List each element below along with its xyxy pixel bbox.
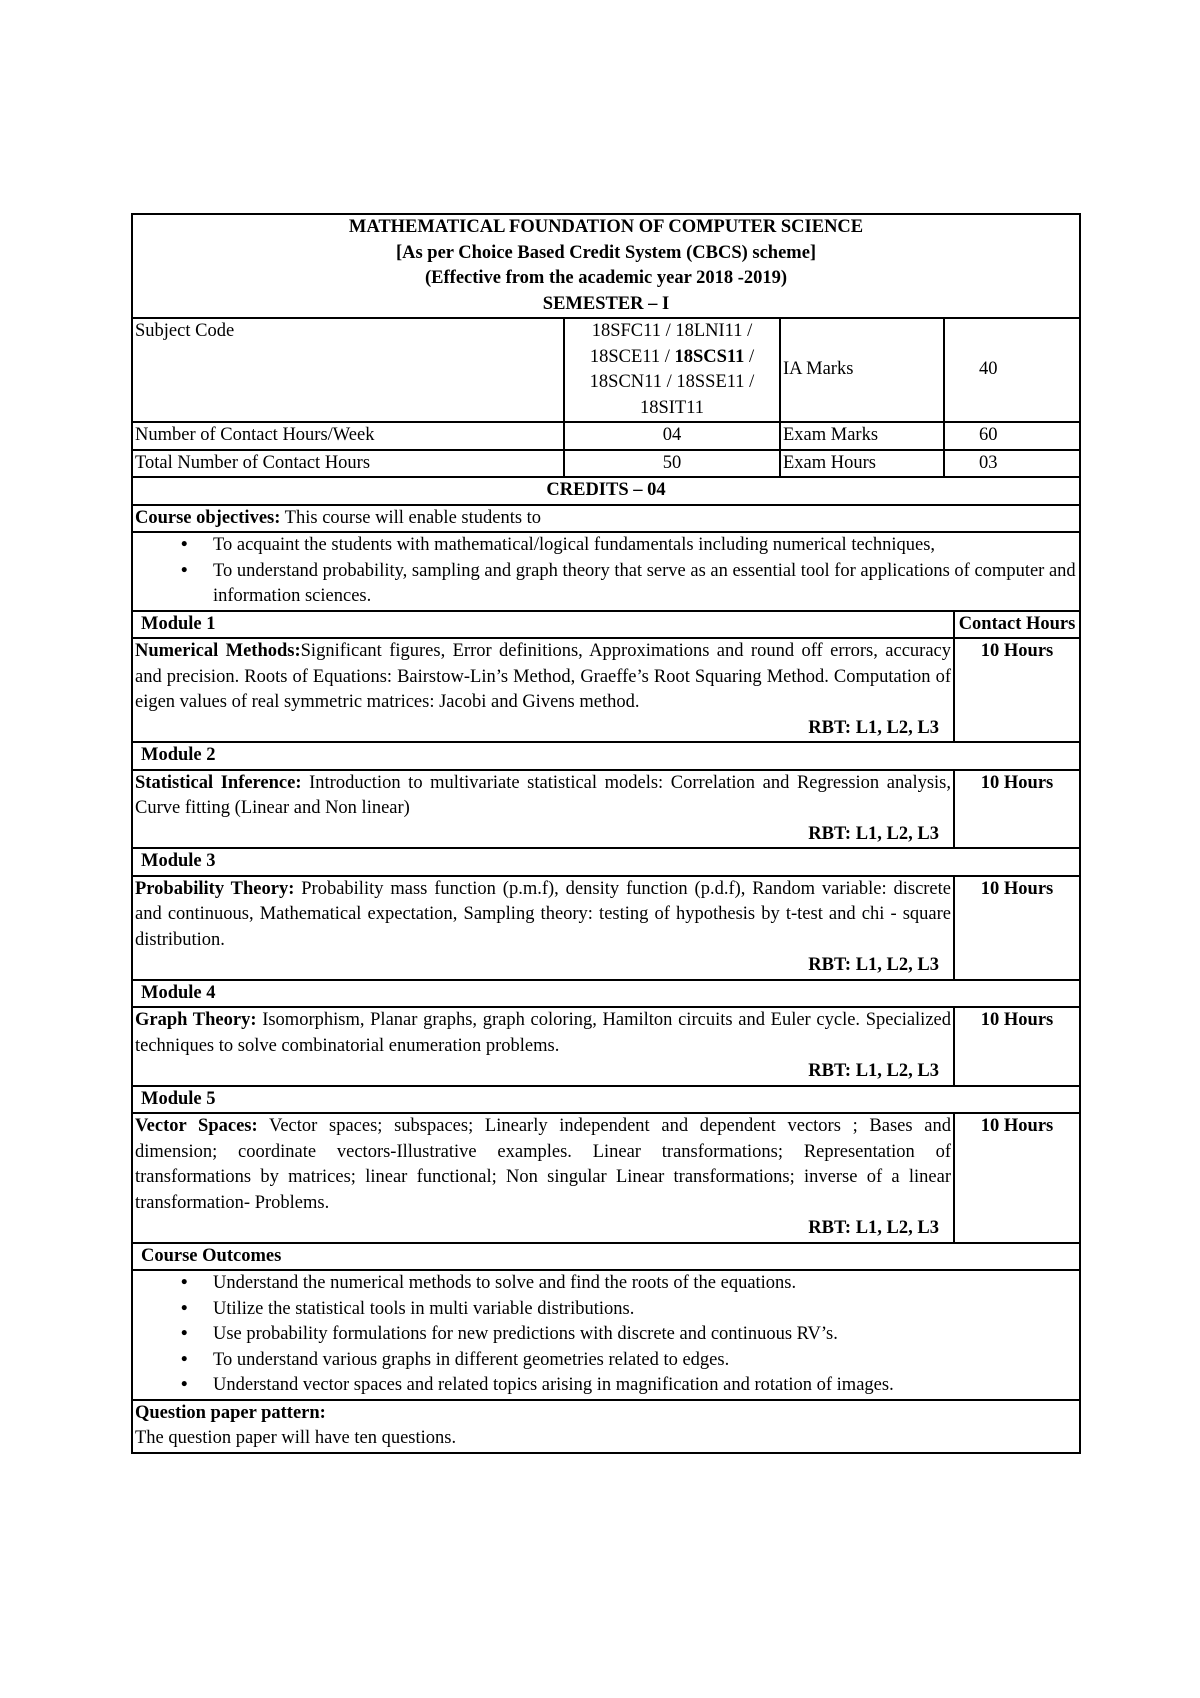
module-3-rbt: RBT: L1, L2, L3 bbox=[808, 955, 939, 975]
module-4-text: Isomorphism, Planar graphs, graph coloring, Hamilton circuits and Euler cycle. Specialized techniques to solve combinatorial enumeration problems. bbox=[135, 1010, 951, 1056]
module-1-title: Module 1 bbox=[132, 611, 954, 639]
credits-row bbox=[132, 477, 1080, 505]
module-3-content bbox=[132, 876, 954, 980]
outcomes-label: Course Outcomes bbox=[132, 1243, 1080, 1271]
list-item: • To acquaint the students with mathematical/logical fundamentals including numerical techniques, bbox=[213, 533, 1077, 559]
question-paper-label: Question paper pattern: bbox=[135, 1402, 326, 1423]
header-cell bbox=[132, 214, 1080, 318]
header-row bbox=[132, 214, 1080, 318]
total-contact-hours-label: Total Number of Contact Hours bbox=[132, 450, 564, 478]
ia-marks-value: 40 bbox=[944, 318, 1080, 422]
list-item: • To understand various graphs in different geometries related to edges. bbox=[213, 1348, 1077, 1374]
module-3-hours: 10 Hours bbox=[954, 876, 1080, 980]
subject-code-label: Subject Code bbox=[132, 318, 564, 422]
module-4-topic: Graph Theory: bbox=[135, 1010, 257, 1030]
module-5-rbt: RBT: L1, L2, L3 bbox=[808, 1218, 939, 1238]
module-1-content bbox=[132, 638, 954, 742]
contact-hours-heading: Contact Hours bbox=[954, 611, 1080, 639]
list-item: • Understand the numerical methods to solve and find the roots of the equations. bbox=[213, 1271, 1077, 1297]
module-1-header-row bbox=[132, 611, 1080, 639]
objectives-label-cell bbox=[132, 505, 1080, 533]
module-2-text: Introduction to multivariate statistical models: Correlation and Regression analysis, Curve fitting (Linear and Non linear) bbox=[135, 772, 951, 818]
module-5-header-row bbox=[132, 1086, 1080, 1114]
course-title: MATHEMATICAL FOUNDATION OF COMPUTER SCIENCE bbox=[348, 217, 864, 237]
module-4-rbt: RBT: L1, L2, L3 bbox=[808, 1061, 939, 1081]
list-item: • To understand probability, sampling and graph theory that serve as an essential tool for applications of computer and information sciences. bbox=[213, 559, 1077, 610]
objectives-label-row bbox=[132, 505, 1080, 533]
exam-hours-label: Exam Hours bbox=[780, 450, 944, 478]
contact-hours-week-label: Number of Contact Hours/Week bbox=[132, 422, 564, 450]
module-3-description bbox=[135, 877, 951, 954]
subject-code-value bbox=[564, 318, 780, 422]
question-paper-text: The question paper will have ten questions. bbox=[135, 1428, 457, 1448]
subject-code-bold: 18SCS11 bbox=[674, 346, 745, 367]
module-2-hours: 10 Hours bbox=[954, 770, 1080, 849]
module-2-description bbox=[135, 771, 951, 822]
module-3-title: Module 3 bbox=[132, 848, 1080, 876]
module-1-text: Significant figures, Error definitions, Approximations and round off errors, accuracy and precision. Roots of Equations: Bairstow-Lin’s Method, Graeffe’s Root Squaring Method. Computation of eigen values of real symmetric matrices: Jacobi and Givens method. bbox=[135, 641, 951, 712]
module-5-title: Module 5 bbox=[132, 1086, 1080, 1114]
question-paper-cell bbox=[132, 1400, 1080, 1453]
ia-marks-label: IA Marks bbox=[780, 318, 944, 422]
semester-line: SEMESTER – I bbox=[542, 293, 670, 314]
list-item: • Understand vector spaces and related topics arising in magnification and rotation of images. bbox=[213, 1373, 1077, 1399]
outcomes-label-row bbox=[132, 1243, 1080, 1271]
module-5-topic: Vector Spaces: bbox=[135, 1116, 258, 1136]
question-paper-row bbox=[132, 1400, 1080, 1453]
module-4-title: Module 4 bbox=[132, 980, 1080, 1008]
subject-code-row bbox=[132, 318, 1080, 422]
outcomes-list bbox=[135, 1271, 1077, 1399]
module-3-topic: Probability Theory: bbox=[135, 878, 295, 899]
module-2-content bbox=[132, 770, 954, 849]
module-4-hours: 10 Hours bbox=[954, 1007, 1080, 1086]
module-4-content-row bbox=[132, 1007, 1080, 1086]
syllabus-table bbox=[131, 213, 1081, 1454]
total-contact-hours-row bbox=[132, 450, 1080, 478]
module-1-description bbox=[135, 639, 951, 716]
module-5-content-row bbox=[132, 1113, 1080, 1243]
module-1-rbt: RBT: L1, L2, L3 bbox=[808, 717, 939, 738]
module-5-content bbox=[132, 1113, 954, 1243]
module-5-description bbox=[135, 1114, 951, 1216]
module-3-content-row bbox=[132, 876, 1080, 980]
objectives-intro: This course will enable students to bbox=[280, 507, 542, 528]
objectives-list-cell bbox=[132, 532, 1080, 611]
credits-cell: CREDITS – 04 bbox=[132, 477, 1080, 505]
subject-code-text-2: / 18SCN11 / 18SSE11 / 18SIT11 bbox=[589, 346, 755, 418]
module-2-rbt: RBT: L1, L2, L3 bbox=[808, 823, 939, 844]
module-4-description bbox=[135, 1008, 951, 1059]
module-2-header-row bbox=[132, 742, 1080, 770]
module-2-title: Module 2 bbox=[132, 742, 1080, 770]
objectives-list bbox=[135, 533, 1077, 610]
effective-line: (Effective from the academic year 2018 -2019) bbox=[425, 268, 788, 288]
module-1-topic: Numerical Methods: bbox=[135, 641, 301, 661]
outcomes-list-cell bbox=[132, 1270, 1080, 1400]
subject-code-text-1: 18SFC11 / 18LNI11 / 18SCE11 / bbox=[589, 321, 753, 367]
list-item: • Utilize the statistical tools in multi variable distributions. bbox=[213, 1297, 1077, 1323]
total-contact-hours-value: 50 bbox=[564, 450, 780, 478]
module-2-topic: Statistical Inference: bbox=[135, 772, 302, 793]
objectives-list-row bbox=[132, 532, 1080, 611]
outcomes-list-row bbox=[132, 1270, 1080, 1400]
module-1-content-row bbox=[132, 638, 1080, 742]
module-1-hours: 10 Hours bbox=[954, 638, 1080, 742]
module-5-text: Vector spaces; subspaces; Linearly independent and dependent vectors ; Bases and dimension; coordinate vectors-Illustrative examples. Linear transformations; Representation of transformations by matrices; linear functional; Non singular Linear transformations; inverse of a linear transformation- Problems. bbox=[135, 1116, 951, 1213]
module-5-hours: 10 Hours bbox=[954, 1113, 1080, 1243]
module-3-text: Probability mass function (p.m.f), density function (p.d.f), Random variable: discrete and continuous, Mathematical expectation, Sampling theory: testing of hypothesis by t-test and chi - square distribution. bbox=[135, 878, 951, 950]
contact-hours-week-row bbox=[132, 422, 1080, 450]
objectives-label: Course objectives: bbox=[135, 507, 281, 528]
contact-hours-week-value: 04 bbox=[564, 422, 780, 450]
module-4-header-row bbox=[132, 980, 1080, 1008]
scheme-line: [As per Choice Based Credit System (CBCS) scheme] bbox=[395, 242, 817, 263]
exam-hours-value: 03 bbox=[944, 450, 1080, 478]
module-2-content-row bbox=[132, 770, 1080, 849]
module-3-header-row bbox=[132, 848, 1080, 876]
module-4-content bbox=[132, 1007, 954, 1086]
exam-marks-label: Exam Marks bbox=[780, 422, 944, 450]
exam-marks-value: 60 bbox=[944, 422, 1080, 450]
list-item: • Use probability formulations for new predictions with discrete and continuous RV’s. bbox=[213, 1322, 1077, 1348]
